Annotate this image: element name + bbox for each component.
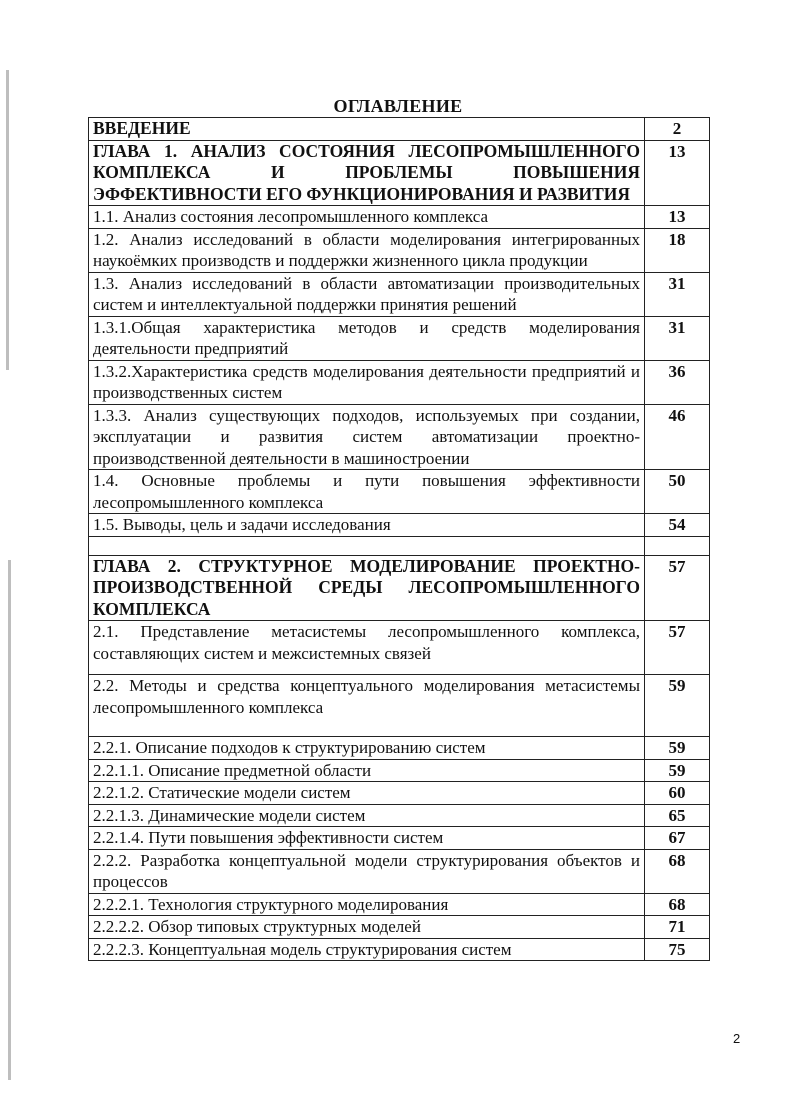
- toc-entry-page: 57: [645, 555, 710, 621]
- toc-entry-title: 2.1. Представление метасистемы лесопромышленного комплекса, составляющих систем и межсистемных связей: [89, 621, 645, 675]
- toc-entry-page: 59: [645, 737, 710, 760]
- toc-entry-title: 1.3.3. Анализ существующих подходов, используемых при создании, эксплуатации и развития систем автоматизации проектно-производственной деятельности в машиностроении: [89, 404, 645, 470]
- toc-entry-title: 1.3.2.Характеристика средств моделирования деятельности предприятий и производственных систем: [89, 360, 645, 404]
- toc-entry-page: 2: [645, 118, 710, 141]
- toc-entry: [89, 938, 710, 961]
- toc-entry-page: 57: [645, 621, 710, 675]
- toc-entry: [89, 849, 710, 893]
- toc-entry-title: [89, 536, 645, 555]
- toc-entry-page: 31: [645, 272, 710, 316]
- toc-entry: [89, 759, 710, 782]
- toc-entry-title: 2.2.2.3. Концептуальная модель структурирования систем: [89, 938, 645, 961]
- toc-entry: [89, 555, 710, 621]
- toc-entry-page: 59: [645, 759, 710, 782]
- toc-entry-page: 50: [645, 470, 710, 514]
- toc-entry: [89, 916, 710, 939]
- toc-entry: [89, 782, 710, 805]
- page-number: 2: [733, 1031, 741, 1046]
- toc-entry-title: 2.2.2.2. Обзор типовых структурных моделей: [89, 916, 645, 939]
- toc-entry-title: 1.5. Выводы, цель и задачи исследования: [89, 514, 645, 537]
- toc-entry: [89, 737, 710, 760]
- toc-entry-title: 2.2.2.1. Технология структурного моделирования: [89, 893, 645, 916]
- scan-noise: [6, 70, 9, 370]
- toc-entry-title: 2.2.1. Описание подходов к структурированию систем: [89, 737, 645, 760]
- toc-title: ОГЛАВЛЕНИЕ: [333, 96, 463, 116]
- toc-entry-page: 46: [645, 404, 710, 470]
- toc-entry: [89, 316, 710, 360]
- toc-entry: [89, 228, 710, 272]
- toc-entry-page: 59: [645, 675, 710, 737]
- toc-entry-title: 2.2. Методы и средства концептуального моделирования метасистемы лесопромышленного комплекса: [89, 675, 645, 737]
- toc-entry-title: 1.2. Анализ исследований в области моделирования интегрированных наукоёмких производств и поддержки жизненного цикла продукции: [89, 228, 645, 272]
- toc-entry: [89, 470, 710, 514]
- toc-entry: [89, 118, 710, 141]
- toc-entry-page: 75: [645, 938, 710, 961]
- toc-entry: [89, 514, 710, 537]
- toc-entry-title: 2.2.2. Разработка концептуальной модели структурирования объектов и процессов: [89, 849, 645, 893]
- toc-entry: [89, 206, 710, 229]
- toc-entry: [89, 272, 710, 316]
- toc-entry-title: 2.2.1.3. Динамические модели систем: [89, 804, 645, 827]
- toc-entry: [89, 621, 710, 675]
- scan-noise: [8, 560, 11, 1080]
- toc-empty-row: [89, 536, 710, 555]
- toc-entry-page: 60: [645, 782, 710, 805]
- toc-entry-page: 65: [645, 804, 710, 827]
- toc-entry-page: 18: [645, 228, 710, 272]
- toc-entry-title: ГЛАВА 2. СТРУКТУРНОЕ МОДЕЛИРОВАНИЕ ПРОЕКТНО-ПРОИЗВОДСТВЕННОЙ СРЕДЫ ЛЕСОПРОМЫШЛЕННОГО КОМПЛЕКСА: [89, 555, 645, 621]
- toc-entry: [89, 675, 710, 737]
- toc-entry-title: 2.2.1.2. Статические модели систем: [89, 782, 645, 805]
- toc-entry-page: 36: [645, 360, 710, 404]
- toc-entry-title: 1.4. Основные проблемы и пути повышения эффективности лесопромышленного комплекса: [89, 470, 645, 514]
- toc-entry-title: 2.2.1.4. Пути повышения эффективности систем: [89, 827, 645, 850]
- toc-entry-page: 68: [645, 849, 710, 893]
- toc-table: [88, 117, 710, 961]
- toc-entry-page: [645, 536, 710, 555]
- toc-entry: [89, 360, 710, 404]
- toc-entry-page: 71: [645, 916, 710, 939]
- toc-entry-title: 1.3. Анализ исследований в области автоматизации производительных систем и интеллектуальной поддержки принятия решений: [89, 272, 645, 316]
- toc-entry: [89, 804, 710, 827]
- toc-entry-page: 68: [645, 893, 710, 916]
- toc-entry-title: ГЛАВА 1. АНАЛИЗ СОСТОЯНИЯ ЛЕСОПРОМЫШЛЕННОГО КОМПЛЕКСА И ПРОБЛЕМЫ ПОВЫШЕНИЯ ЭФФЕКТИВНОСТИ ЕГО ФУНКЦИОНИРОВАНИЯ И РАЗВИТИЯ: [89, 140, 645, 206]
- toc-entry: [89, 893, 710, 916]
- toc-entry: [89, 404, 710, 470]
- toc-entry-title: 2.2.1.1. Описание предметной области: [89, 759, 645, 782]
- toc-entry-title: 1.1. Анализ состояния лесопромышленного комплекса: [89, 206, 645, 229]
- toc-entry-title: ВВЕДЕНИЕ: [89, 118, 645, 141]
- toc-entry-page: 13: [645, 140, 710, 206]
- toc-entry: [89, 140, 710, 206]
- toc-entry-page: 67: [645, 827, 710, 850]
- toc-entry-title: 1.3.1.Общая характеристика методов и средств моделирования деятельности предприятий: [89, 316, 645, 360]
- toc-entry-page: 54: [645, 514, 710, 537]
- toc-entry-page: 13: [645, 206, 710, 229]
- toc-entry-page: 31: [645, 316, 710, 360]
- toc-entry: [89, 827, 710, 850]
